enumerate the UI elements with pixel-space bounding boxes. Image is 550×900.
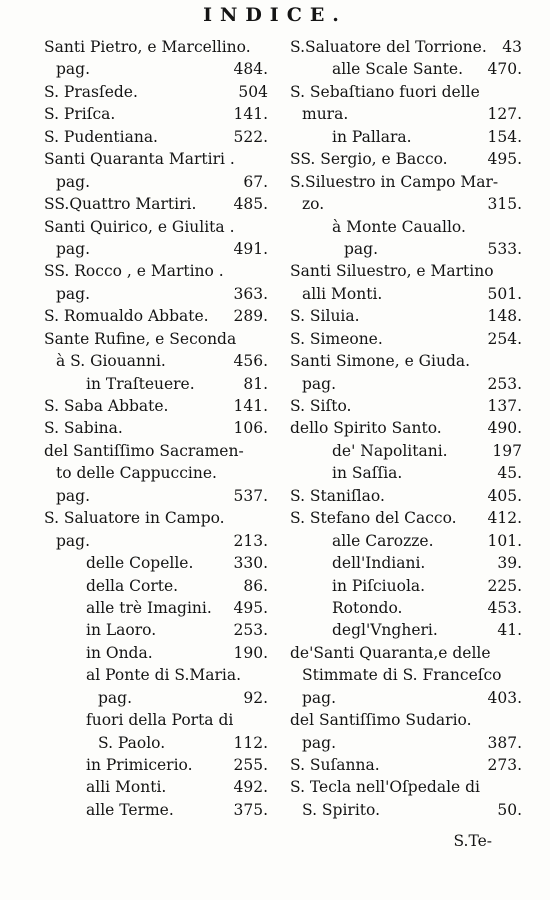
index-entry — [44, 776, 268, 798]
index-entry — [290, 373, 522, 395]
index-entry — [44, 642, 268, 664]
index-entry-page-number: 213. — [233, 531, 268, 550]
index-entry-text: S. Spirito. — [302, 800, 380, 819]
index-entry-text: in Saſſia. — [332, 464, 403, 483]
index-entry-text: alle Scale Sante. — [332, 60, 464, 79]
index-entry — [290, 81, 522, 103]
index-entry-text: à S. Giouanni. — [56, 352, 166, 371]
index-entry — [290, 395, 522, 417]
index-entry — [44, 709, 268, 731]
index-entry — [290, 732, 522, 754]
index-entry — [290, 305, 522, 327]
index-entry — [44, 81, 268, 103]
index-entry — [290, 799, 522, 821]
index-entry-page-number: 86. — [243, 576, 268, 595]
index-entry-page-number: 495. — [233, 598, 268, 617]
index-entry-text: pag. — [302, 374, 337, 393]
index-entry-text: Santi Simone, e Giuda. — [290, 352, 471, 371]
index-entry-page-number: 148. — [487, 307, 522, 326]
index-entry — [290, 642, 522, 664]
index-entry-text: S. Saluatore in Campo. — [44, 509, 225, 528]
index-entry-text: dello Spirito Santo. — [290, 419, 442, 438]
index-entry-text: in Primicerio. — [86, 756, 193, 774]
index-entry-text: alle Terme. — [86, 800, 174, 819]
index-entry-page-number: 504 — [238, 82, 268, 101]
index-entry-page-number: 137. — [487, 397, 522, 415]
index-entry-page-number: 387. — [487, 733, 522, 752]
index-entry-text: in Onda. — [86, 643, 153, 662]
index-entry-text: al Ponte di S.Maria. — [86, 666, 242, 685]
index-entry — [44, 440, 268, 462]
index-entry-page-number: 363. — [233, 284, 268, 303]
index-entry-text: Santi Siluestro, e Martino — [290, 262, 494, 281]
index-entry-page-number: 50. — [497, 800, 522, 819]
running-head-title: INDICE. — [203, 4, 347, 26]
index-entry-page-number: 470. — [487, 60, 522, 79]
index-entry-text: S. Sebaſtiano fuori delle — [290, 82, 480, 101]
index-entry-page-number: 81. — [243, 374, 268, 393]
index-entry-page-number: 43 — [502, 38, 522, 56]
index-entry — [290, 597, 522, 619]
index-entry-text: Santi Quaranta Martiri . — [44, 150, 235, 169]
index-entry-text: à Monte Cauallo. — [332, 217, 466, 236]
index-entry — [44, 485, 268, 507]
index-entry — [290, 709, 522, 731]
index-entry-page-number: 405. — [487, 486, 522, 505]
index-entry — [290, 754, 522, 776]
index-entry-page-number: 492. — [233, 778, 268, 797]
index-entry — [44, 171, 268, 193]
index-entry-text: to delle Cappuccine. — [56, 464, 217, 483]
index-entry — [44, 283, 268, 305]
index-entry-text: Sante Rufine, e Seconda — [44, 329, 237, 348]
index-entry-text: S. Suſanna. — [290, 756, 380, 774]
index-entry — [44, 462, 268, 484]
index-entry — [44, 148, 268, 170]
index-entry-text: pag. — [56, 239, 91, 258]
index-entry-page-number: 403. — [487, 688, 522, 707]
index-entry-text: S. Siluia. — [290, 307, 360, 326]
index-entry — [44, 395, 268, 417]
index-entry — [290, 552, 522, 574]
index-entry-page-number: 315. — [487, 195, 522, 214]
index-entry-text: pag. — [98, 688, 133, 707]
index-entry — [290, 507, 522, 529]
index-entry-text: pag. — [302, 733, 337, 752]
index-entry — [44, 754, 268, 776]
index-entry-text: dell'Indiani. — [332, 554, 426, 573]
index-entry-page-number: 490. — [487, 419, 522, 438]
index-entry-text: S.Siluestro in Campo Mar- — [290, 172, 499, 191]
index-entry-text: delle Copelle. — [86, 554, 194, 573]
index-entry-text: pag. — [56, 60, 91, 79]
index-entry-page-number: 92. — [243, 688, 268, 707]
index-entry — [44, 328, 268, 350]
index-entry-text: Stimmate di S. Franceſco — [302, 666, 502, 685]
index-entry — [44, 58, 268, 80]
index-entry — [290, 664, 522, 686]
index-entry-text: pag. — [56, 284, 91, 303]
index-entry-page-number: 485. — [233, 195, 268, 214]
index-entry-page-number: 41. — [497, 621, 522, 640]
index-entry — [290, 148, 522, 170]
index-entry-text: S.Saluatore del Torrione. — [290, 38, 487, 56]
index-entry — [290, 619, 522, 641]
index-entry-page-number: 225. — [487, 576, 522, 595]
index-column-left — [44, 36, 268, 821]
index-entry-page-number: 289. — [233, 307, 268, 326]
index-entry-text: S. Prasſede. — [44, 82, 138, 101]
index-entry — [44, 260, 268, 282]
index-entry — [290, 328, 522, 350]
index-entry-text: S. Saba Abbate. — [44, 397, 169, 415]
index-entry-text: S. Simeone. — [290, 329, 383, 348]
index-entry — [44, 103, 268, 125]
index-entry — [290, 687, 522, 709]
index-entry — [44, 193, 268, 215]
index-entry — [44, 216, 268, 238]
index-entry — [290, 58, 522, 80]
index-entry-text: del Santiſſimo Sudario. — [290, 711, 472, 730]
index-entry-text: pag. — [56, 531, 91, 550]
index-entry-text: fuori della Porta di — [86, 711, 234, 730]
index-entry-text: alle trè Imagini. — [86, 598, 212, 617]
index-entry — [44, 305, 268, 327]
index-entry-page-number: 375. — [233, 800, 268, 819]
index-entry — [290, 417, 522, 439]
index-entry-page-number: 453. — [487, 598, 522, 617]
index-entry-text: S. Stefano del Cacco. — [290, 509, 457, 528]
index-entry-page-number: 127. — [487, 105, 522, 124]
column-gutter — [281, 36, 282, 836]
index-entry-page-number: 501. — [487, 284, 522, 303]
index-entry — [44, 575, 268, 597]
index-entry — [44, 664, 268, 686]
index-entry-page-number: 67. — [243, 172, 268, 191]
index-entry — [290, 485, 522, 507]
catchword: S.Te- — [453, 832, 492, 850]
index-entry-text: mura. — [302, 105, 349, 124]
index-entry-text: alle Carozze. — [332, 531, 434, 550]
index-entry — [290, 575, 522, 597]
index-entry — [290, 171, 522, 193]
index-entry-page-number: 484. — [233, 60, 268, 79]
index-entry-text: in Pallara. — [332, 127, 412, 146]
index-entry-page-number: 197 — [492, 441, 522, 460]
index-entry-text: pag. — [56, 172, 91, 191]
index-entry-text: Santi Pietro, e Marcellino. — [44, 38, 251, 56]
index-entry-text: de' Napolitani. — [332, 441, 448, 460]
index-entry-text: S. Staniſlao. — [290, 486, 385, 505]
index-entry-text: S. Paolo. — [98, 733, 166, 752]
index-entry-text: in Piſciuola. — [332, 576, 426, 595]
index-entry — [290, 530, 522, 552]
index-entry-page-number: 330. — [233, 554, 268, 573]
index-entry — [44, 687, 268, 709]
index-entry-text: alli Monti. — [86, 778, 167, 797]
index-entry-page-number: 537. — [233, 486, 268, 505]
index-entry-page-number: 255. — [233, 756, 268, 774]
index-entry — [44, 238, 268, 260]
index-entry-page-number: 253. — [233, 621, 268, 640]
index-entry-text: alli Monti. — [302, 284, 383, 303]
index-entry-page-number: 495. — [487, 150, 522, 169]
index-entry — [44, 417, 268, 439]
index-entry — [44, 799, 268, 821]
index-entry-page-number: 533. — [487, 239, 522, 258]
index-entry — [290, 776, 522, 798]
index-entry-text: pag. — [56, 486, 91, 505]
index-entry-text: S. Sabina. — [44, 419, 123, 438]
index-entry-page-number: 106. — [233, 419, 268, 438]
index-entry-text: SS.Quattro Martiri. — [44, 195, 197, 214]
index-entry-text: de'Santi Quaranta,e delle — [290, 643, 491, 662]
index-entry-text: SS. Sergio, e Bacco. — [290, 150, 448, 169]
index-entry-text: S. Pudentiana. — [44, 127, 158, 146]
index-entry-page-number: 253. — [487, 374, 522, 393]
index-entry — [44, 552, 268, 574]
index-entry — [44, 619, 268, 641]
index-entry-page-number: 45. — [497, 464, 522, 483]
index-entry-text: S. Romualdo Abbate. — [44, 307, 209, 326]
index-entry — [290, 440, 522, 462]
index-entry — [290, 283, 522, 305]
index-entry-text: pag. — [302, 688, 337, 707]
index-entry — [290, 238, 522, 260]
index-entry-page-number: 254. — [487, 329, 522, 348]
index-entry-text: Santi Quirico, e Giulita . — [44, 217, 235, 236]
index-entry — [290, 193, 522, 215]
index-entry-page-number: 141. — [233, 105, 268, 124]
index-entry-page-number: 141. — [233, 397, 268, 415]
index-entry-page-number: 101. — [487, 531, 522, 550]
index-entry — [290, 462, 522, 484]
index-entry — [44, 36, 268, 58]
index-entry-page-number: 456. — [233, 352, 268, 371]
index-entry-text: SS. Rocco , e Martino . — [44, 262, 224, 281]
index-entry — [44, 126, 268, 148]
index-entry-page-number: 522. — [233, 127, 268, 146]
index-entry — [290, 216, 522, 238]
index-entry — [44, 507, 268, 529]
index-entry — [290, 350, 522, 372]
index-entry-page-number: 190. — [233, 643, 268, 662]
index-entry-text: del Santiſſimo Sacramen- — [44, 441, 244, 460]
index-entry-text: in Traſteuere. — [86, 374, 195, 393]
index-entry-text: pag. — [344, 239, 379, 258]
index-entry-page-number: 412. — [487, 509, 522, 528]
index-entry-text: degl'Vngheri. — [332, 621, 438, 640]
index-entry — [290, 36, 522, 58]
index-entry-text: della Corte. — [86, 576, 179, 595]
index-entry — [44, 350, 268, 372]
index-entry-text: Rotondo. — [332, 598, 403, 617]
index-entry — [290, 260, 522, 282]
index-entry — [44, 597, 268, 619]
index-entry-page-number: 491. — [233, 239, 268, 258]
index-column-right — [290, 36, 522, 821]
index-entry-text: S. Siſto. — [290, 397, 352, 415]
index-entry-text: in Laoro. — [86, 621, 157, 640]
index-entry — [44, 530, 268, 552]
index-entry-page-number: 273. — [487, 756, 522, 774]
index-entry — [44, 373, 268, 395]
index-entry-text: zo. — [302, 195, 325, 214]
index-entry — [44, 732, 268, 754]
index-entry — [290, 103, 522, 125]
index-entry-page-number: 112. — [233, 733, 268, 752]
index-entry-page-number: 154. — [487, 127, 522, 146]
index-entry-page-number: 39. — [497, 554, 522, 573]
index-entry — [290, 126, 522, 148]
index-entry-text: S. Tecla nell'Oſpedale di — [290, 778, 481, 797]
index-entry-text: S. Priſca. — [44, 105, 116, 124]
